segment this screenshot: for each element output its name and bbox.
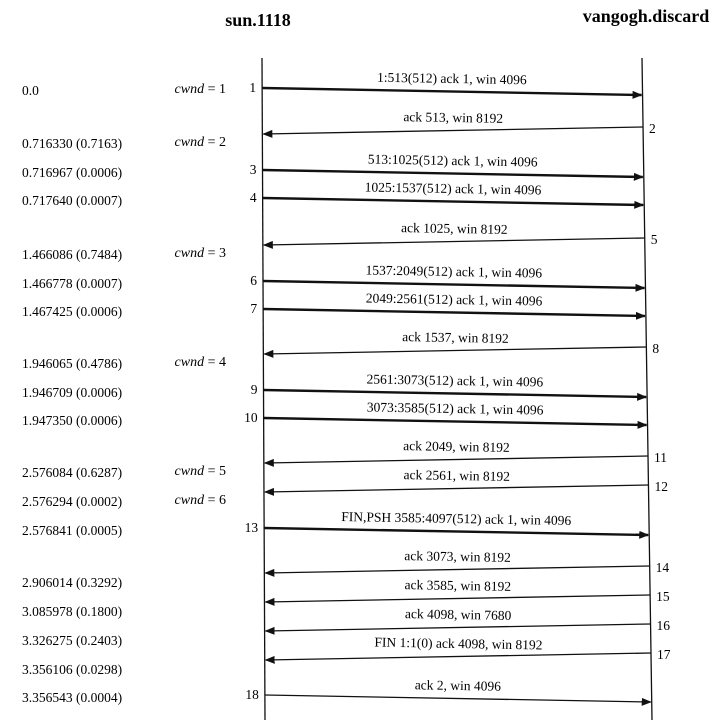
timestamp-3: 0.716967 (0.0006)	[22, 165, 123, 180]
segment-arrow-7	[263, 309, 645, 316]
timestamp-8: 1.946065 (0.4786)	[22, 356, 123, 371]
segment-number-7: 7	[250, 301, 258, 316]
segment-label-11: ack 2049, win 8192	[403, 438, 510, 455]
segment-number-2: 2	[649, 121, 656, 136]
segment-label-12: ack 2561, win 8192	[403, 467, 511, 484]
cwnd-value: = 1	[204, 82, 226, 97]
cwnd-annotation-12	[175, 493, 226, 508]
segment-arrow-13	[264, 528, 648, 535]
timestamp-9: 1.946709 (0.0006)	[22, 385, 123, 400]
segment-label-13: FIN,PSH 3585:4097(512) ack 1, win 4096	[341, 508, 572, 529]
cwnd-value: = 3	[204, 246, 226, 261]
cwnd-value: = 4	[204, 355, 226, 370]
timestamp-4: 0.717640 (0.0007)	[22, 193, 123, 208]
segment-label-15: ack 3585, win 8192	[404, 577, 512, 594]
cwnd-name: cwnd	[174, 355, 205, 370]
segment-number-5: 5	[650, 232, 658, 247]
segment-number-14: 14	[655, 560, 670, 575]
segment-label-8: ack 1537, win 8192	[402, 329, 509, 346]
cwnd-annotation-5	[175, 246, 226, 261]
timestamp-13: 2.576841 (0.0005)	[22, 523, 123, 538]
timestamp-1: 0.0	[22, 83, 39, 98]
cwnd-name: cwnd	[174, 464, 205, 479]
segment-label-10: 3073:3585(512) ack 1, win 4096	[366, 399, 544, 418]
segment-label-9: 2561:3073(512) ack 1, win 4096	[366, 371, 544, 390]
segment-number-16: 16	[656, 618, 671, 633]
segment-arrow-14	[265, 566, 649, 573]
segment-arrow-12	[265, 485, 648, 492]
timestamp-11: 2.576084 (0.6287)	[22, 465, 123, 480]
cwnd-value: = 6	[204, 493, 226, 508]
timestamp-2: 0.716330 (0.7163)	[22, 136, 123, 151]
right-host-title: vangogh.discard	[582, 6, 710, 26]
segment-label-16: ack 4098, win 7680	[404, 606, 512, 623]
timestamp-17: 3.356106 (0.0298)	[22, 662, 123, 677]
segment-number-8: 8	[652, 341, 660, 356]
timestamp-12: 2.576294 (0.0002)	[22, 494, 123, 509]
segment-label-7: 2049:2561(512) ack 1, win 4096	[365, 290, 543, 309]
timestamp-14: 2.906014 (0.3292)	[22, 575, 123, 590]
segment-arrow-9	[264, 390, 647, 397]
segment-number-17: 17	[656, 647, 671, 662]
segment-number-10: 10	[244, 410, 258, 425]
segment-arrow-18	[265, 695, 651, 702]
segment-arrow-6	[263, 281, 644, 288]
segment-label-2: ack 513, win 8192	[403, 109, 504, 126]
timestamp-10: 1.947350 (0.0006)	[22, 413, 123, 428]
cwnd-name: cwnd	[174, 82, 205, 97]
timestamp-16: 3.326275 (0.2403)	[22, 633, 123, 648]
segment-arrow-11	[265, 456, 648, 463]
segments-group	[22, 70, 671, 705]
segment-label-4: 1025:1537(512) ack 1, win 4096	[364, 179, 542, 198]
segment-arrow-15	[265, 595, 650, 602]
segment-arrow-4	[263, 198, 644, 205]
segment-arrow-2	[263, 127, 643, 134]
cwnd-value: = 2	[204, 135, 226, 150]
segment-number-3: 3	[249, 162, 257, 177]
segment-arrow-10	[264, 418, 647, 425]
cwnd-name: cwnd	[174, 135, 205, 150]
segment-label-3: 513:1025(512) ack 1, win 4096	[367, 151, 538, 170]
segment-number-11: 11	[654, 450, 668, 465]
cwnd-annotation-1	[175, 82, 226, 97]
segment-number-1: 1	[249, 80, 257, 95]
cwnd-name: cwnd	[174, 246, 205, 261]
cwnd-name: cwnd	[174, 493, 205, 508]
timestamp-15: 3.085978 (0.1800)	[22, 604, 123, 619]
timestamp-7: 1.467425 (0.0006)	[22, 304, 123, 319]
cwnd-annotation-8	[175, 355, 226, 370]
cwnd-annotation-2	[175, 135, 226, 150]
segment-number-18: 18	[245, 687, 259, 702]
segment-arrow-3	[263, 170, 643, 177]
segment-arrow-8	[264, 347, 646, 354]
cwnd-value: = 5	[204, 464, 226, 479]
segment-number-13: 13	[244, 520, 259, 535]
segment-number-9: 9	[250, 382, 258, 397]
segment-label-17: FIN 1:1(0) ack 4098, win 8192	[374, 634, 543, 653]
segment-number-4: 4	[249, 190, 257, 205]
segment-label-5: ack 1025, win 8192	[400, 220, 508, 237]
segment-number-12: 12	[654, 479, 668, 494]
segment-label-6: 1537:2049(512) ack 1, win 4096	[365, 262, 543, 281]
cwnd-annotation-11	[175, 464, 226, 479]
segment-arrow-16	[266, 624, 651, 631]
timestamp-5: 1.466086 (0.7484)	[22, 247, 123, 262]
segment-arrow-17	[266, 653, 651, 660]
timestamp-18: 3.356543 (0.0004)	[22, 690, 123, 705]
segment-label-1: 1:513(512) ack 1, win 4096	[377, 69, 527, 88]
segment-number-6: 6	[250, 273, 258, 288]
right-timeline	[642, 58, 652, 720]
segment-number-15: 15	[656, 589, 670, 604]
segment-arrow-5	[264, 238, 645, 245]
left-host-title: sun.1118	[225, 10, 291, 30]
segment-arrow-1	[262, 88, 641, 95]
segment-label-18: ack 2, win 4096	[414, 677, 502, 694]
timestamp-6: 1.466778 (0.0007)	[22, 276, 123, 291]
segment-label-14: ack 3073, win 8192	[404, 548, 511, 565]
